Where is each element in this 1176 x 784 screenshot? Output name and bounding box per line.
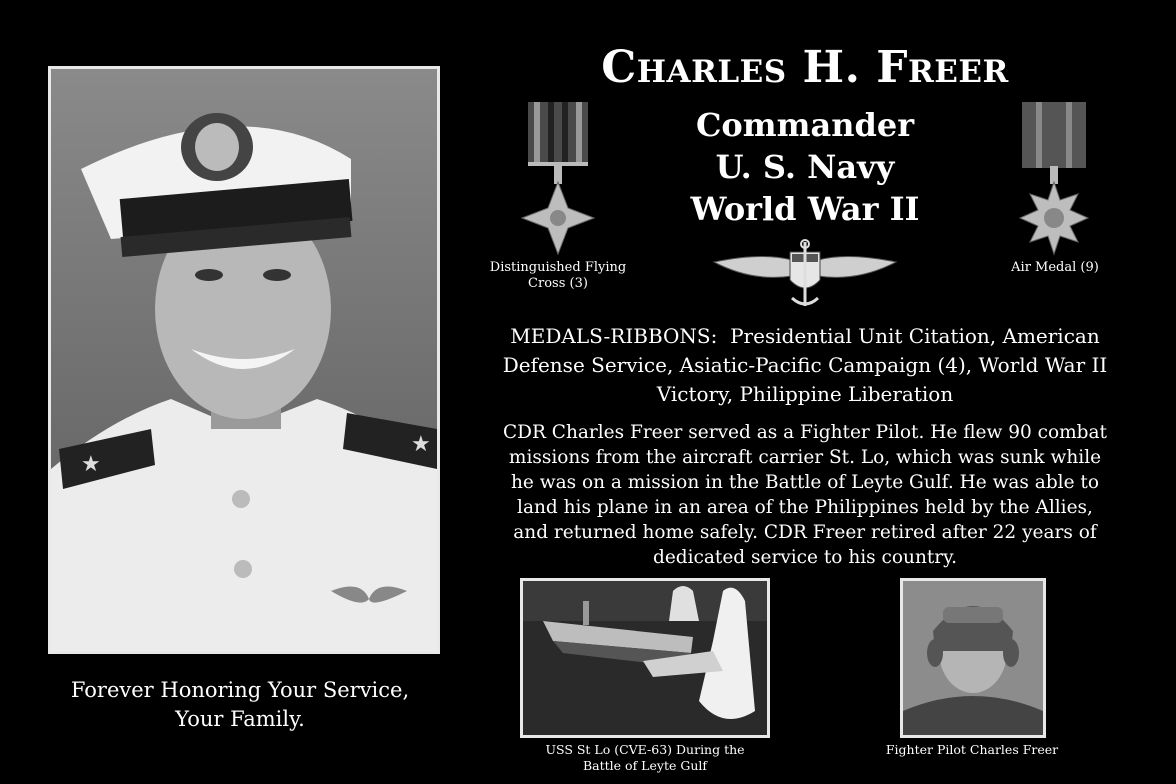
air-medal-icon	[1016, 100, 1092, 260]
medals-ribbons-text	[500, 322, 1110, 409]
tribute-text	[40, 676, 440, 734]
ship-photo-caption	[520, 742, 770, 774]
naval-aviator-wings-icon	[712, 238, 898, 310]
tribute-line1: Forever Honoring Your Service,	[70, 678, 410, 702]
medals-ribbons-label: MEDALS-RIBBONS:	[510, 324, 718, 348]
left-medal-caption	[488, 260, 628, 292]
biography-text: CDR Charles Freer served as a Fighter Pilot. He flew 90 combat missions from the aircraft carrier St. Lo, which was sunk while he was on a mission in the Battle of Leyte Gulf. He was able to land his plane in an area of the Philippines held by the Allies, and returned home safely. CDR Freer retired after 22 years of dedicated service to his country.	[503, 422, 1107, 568]
ship-caption-line1: USS St Lo (CVE-63) During the	[545, 742, 745, 757]
pilot-photo-caption: Fighter Pilot Charles Freer	[885, 742, 1059, 757]
veteran-name: Charles H. Freer	[601, 42, 1009, 93]
pilot-photo-image	[903, 581, 1043, 735]
svg-text:★: ★	[81, 452, 101, 477]
pilot-photo	[900, 578, 1046, 738]
tribute-line2: Your Family.	[175, 707, 305, 731]
rank-title: Commander	[695, 106, 915, 144]
medals-ribbons-list: Presidential Unit Citation, American Defense Service, Asiatic-Pacific Campaign (4), World War II Victory, Philippine Liberation	[502, 324, 1108, 406]
ship-caption-line2: Battle of Leyte Gulf	[583, 758, 707, 773]
svg-text:★: ★	[411, 432, 431, 457]
ship-photo-image	[523, 581, 767, 735]
ship-photo	[520, 578, 770, 738]
distinguished-flying-cross-icon	[518, 100, 598, 260]
rank-block	[610, 104, 1000, 230]
war-name: World War II	[690, 190, 920, 228]
service-branch: U. S. Navy	[715, 148, 895, 186]
portrait-photo	[48, 66, 440, 654]
left-medal-caption-line1: Distinguished Flying	[489, 260, 627, 275]
right-medal-caption: Air Medal (9)	[1011, 260, 1099, 275]
portrait-photo-image	[51, 69, 437, 651]
left-medal-caption-line2: Cross (3)	[528, 276, 588, 291]
